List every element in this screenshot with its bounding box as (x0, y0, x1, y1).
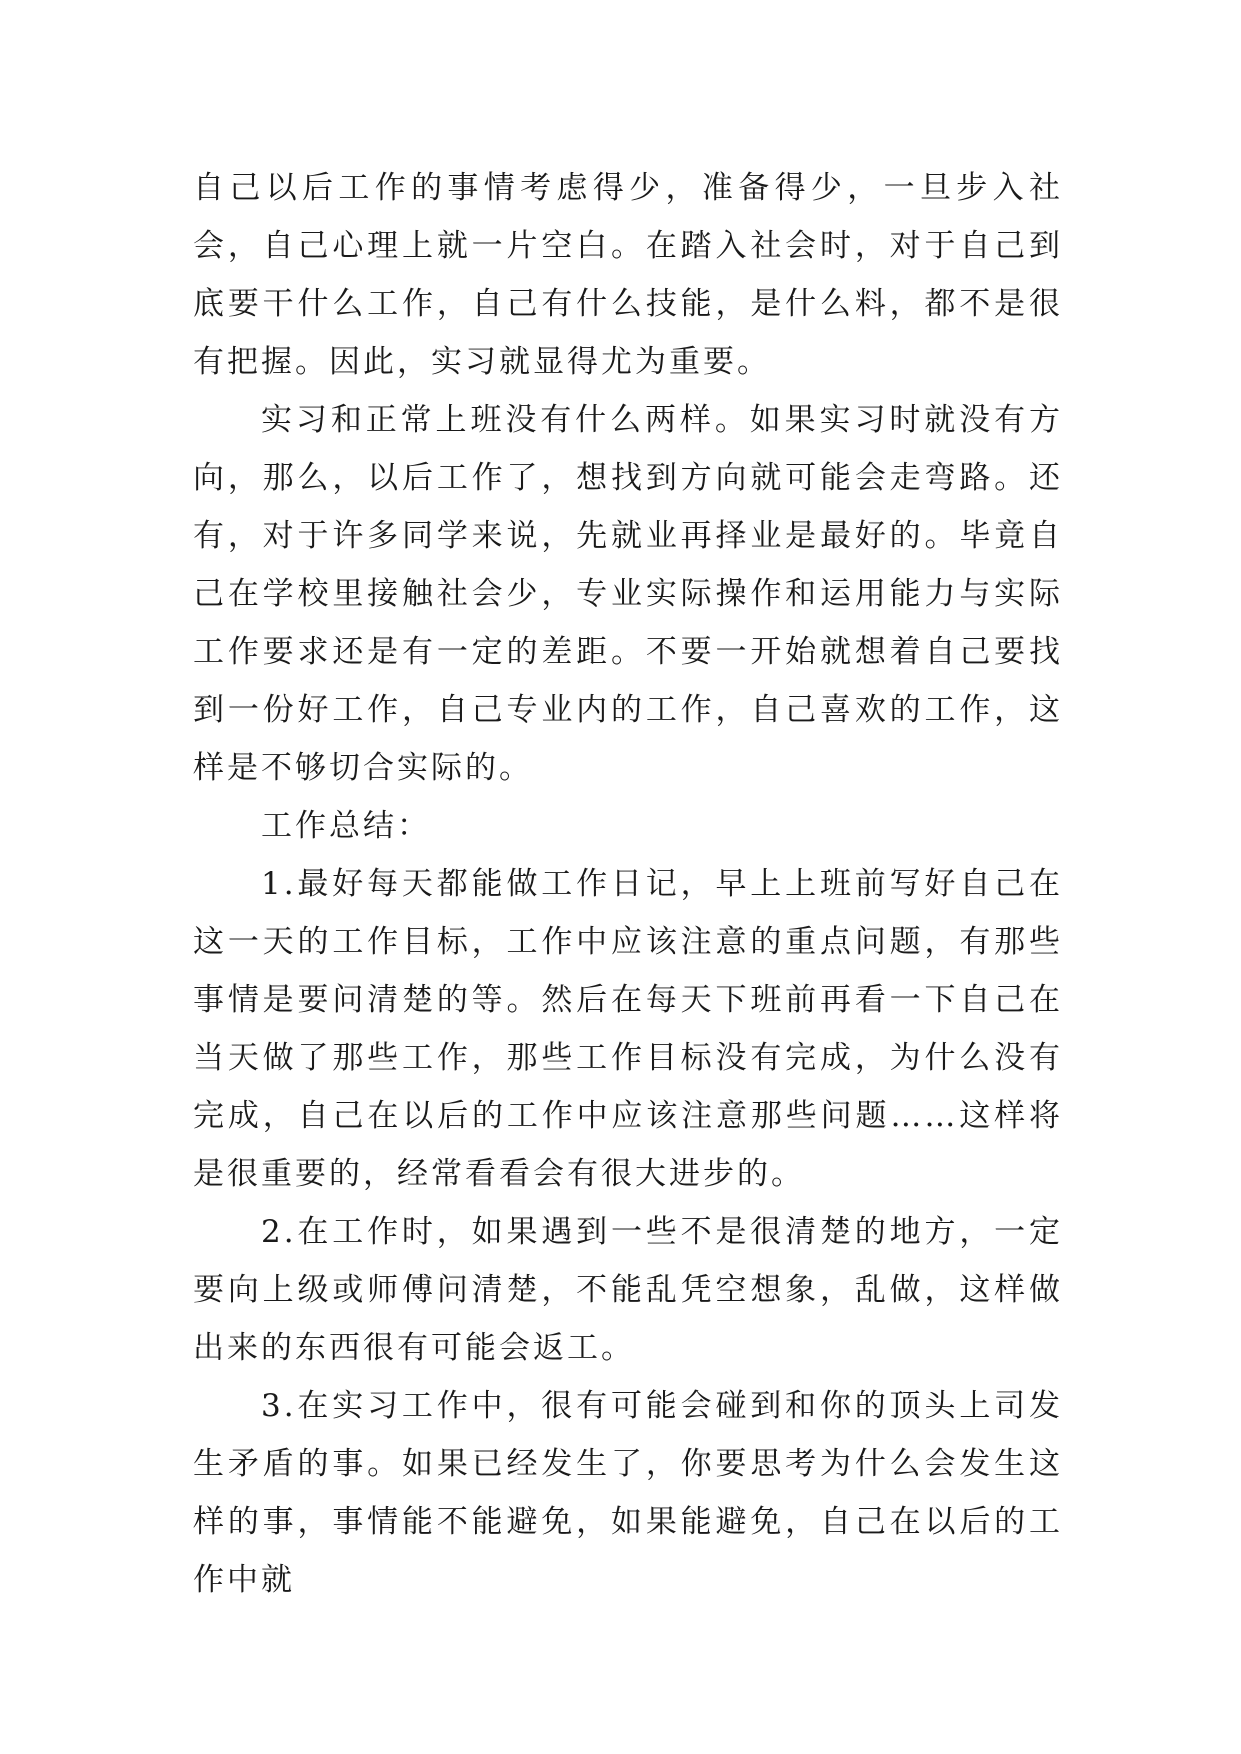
paragraph-item-2: 2.在工作时，如果遇到一些不是很清楚的地方，一定要向上级或师傅问清楚，不能乱凭空想象，乱做，这样做出来的东西很有可能会返工。 (193, 1214, 1063, 1366)
paragraph-item-3: 3.在实习工作中，很有可能会碰到和你的顶头上司发生矛盾的事。如果已经发生了，你要思考为什么会发生这样的事，事情能不能避免，如果能避免，自己在以后的工作中就 (193, 1388, 1063, 1598)
paragraph-1: 自己以后工作的事情考虑得少，准备得少，一旦步入社会，自己心理上就一片空白。在踏入社会时，对于自己到底要干什么工作，自己有什么技能，是什么料，都不是很有把握。因此，实习就显得尤为重要。 (193, 170, 1063, 380)
section-heading-work-summary: 工作总结： (261, 808, 431, 844)
document-body (193, 159, 1063, 1609)
paragraph-item-1: 1.最好每天都能做工作日记，早上上班前写好自己在这一天的工作目标，工作中应该注意的重点问题，有那些事情是要问清楚的等。然后在每天下班前再看一下自己在当天做了那些工作，那些工作目标没有完成，为什么没有完成，自己在以后的工作中应该注意那些问题……这样将是很重要的，经常看看会有很大进步的。 (193, 866, 1063, 1192)
paragraph-2: 实习和正常上班没有什么两样。如果实习时就没有方向，那么，以后工作了，想找到方向就可能会走弯路。还有，对于许多同学来说，先就业再择业是最好的。毕竟自己在学校里接触社会少，专业实际操作和运用能力与实际工作要求还是有一定的差距。不要一开始就想着自己要找到一份好工作，自己专业内的工作，自己喜欢的工作，这样是不够切合实际的。 (193, 402, 1063, 786)
